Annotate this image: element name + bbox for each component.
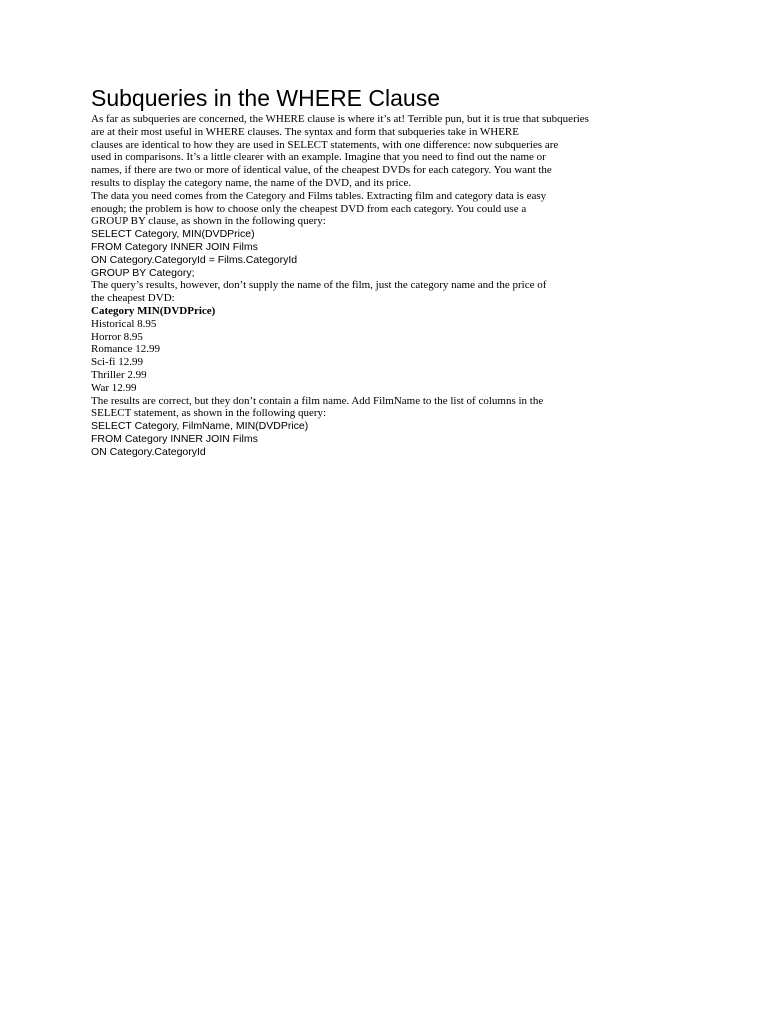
text-line: clauses are identical to how they are used in SELECT statements, with one difference: now subqueries are [91, 138, 559, 151]
code-line: SELECT Category, MIN(DVDPrice) [91, 228, 255, 241]
text-line: Horror 8.95 [91, 330, 143, 343]
document-body [91, 113, 631, 459]
text-line: The query’s results, however, don’t supply the name of the film, just the category name and the price of [91, 279, 547, 292]
text-line: are at their most useful in WHERE clauses. The syntax and form that subqueries take in WHERE [91, 125, 519, 138]
text-line: used in comparisons. It’s a little clearer with an example. Imagine that you need to find out the name or [91, 151, 546, 164]
text-line: the cheapest DVD: [91, 292, 175, 305]
text-line: GROUP BY clause, as shown in the following query: [91, 215, 326, 228]
text-line: enough; the problem is how to choose only the cheapest DVD from each category. You could use a [91, 202, 527, 215]
code-line: GROUP BY Category; [91, 266, 195, 279]
text-line: Sci-fi 12.99 [91, 356, 143, 369]
text-line: As far as subqueries are concerned, the WHERE clause is where it’s at! Terrible pun, but it is true that subqueries [91, 113, 589, 125]
text-line: Romance 12.99 [91, 343, 161, 356]
code-line: FROM Category INNER JOIN Films [91, 432, 258, 445]
code-line: ON Category.CategoryId [91, 445, 206, 458]
text-line: The results are correct, but they don’t contain a film name. Add FilmName to the list of columns in the [91, 394, 544, 407]
text-line: Historical 8.95 [91, 317, 157, 330]
code-line: FROM Category INNER JOIN Films [91, 240, 258, 253]
text-line: names, if there are two or more of identical value, of the cheapest DVDs for each category. You want the [91, 164, 552, 177]
table-header-line: Category MIN(DVDPrice) [91, 304, 216, 317]
text-line: results to display the category name, the name of the DVD, and its price. [91, 176, 412, 189]
page-title: Subqueries in the WHERE Clause [91, 85, 440, 111]
text-line: The data you need comes from the Category and Films tables. Extracting film and category data is easy [91, 189, 547, 202]
text-line: War 12.99 [91, 381, 137, 394]
text-line: Thriller 2.99 [91, 368, 147, 381]
code-line: SELECT Category, FilmName, MIN(DVDPrice) [91, 420, 309, 433]
code-line: ON Category.CategoryId = Films.CategoryId [91, 253, 298, 266]
document-page [91, 84, 631, 459]
text-line: SELECT statement, as shown in the following query: [91, 407, 327, 420]
